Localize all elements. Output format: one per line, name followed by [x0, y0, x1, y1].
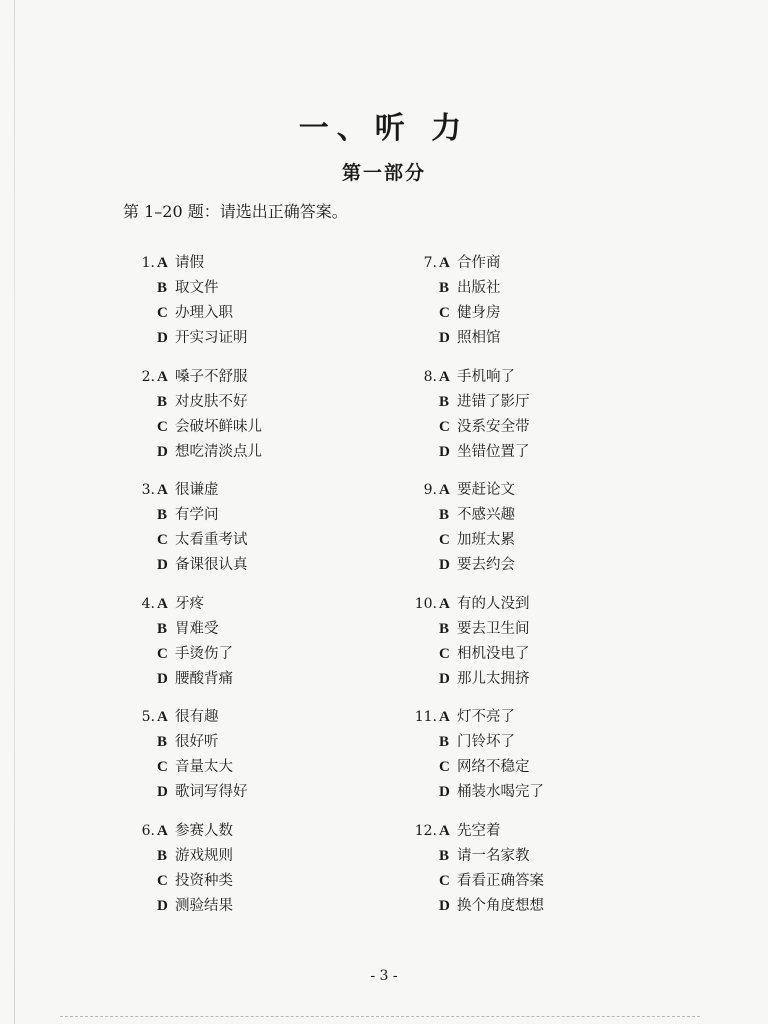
answer-option: [410, 592, 530, 617]
answer-option: [128, 705, 219, 730]
option-text: 想吃清淡点儿: [175, 443, 262, 460]
option-text: 门铃坏了: [457, 734, 515, 750]
question-number: 11.: [414, 709, 437, 725]
question-item: [410, 251, 710, 365]
answer-option: [128, 365, 248, 390]
option-text: 开实习证明: [175, 330, 248, 346]
answer-option: [128, 503, 219, 528]
option-letter: D: [439, 670, 450, 687]
option-text: 换个角度想想: [457, 897, 544, 914]
left-question-column: [128, 251, 428, 932]
answer-option: [128, 869, 233, 894]
scan-edge-line: [14, 0, 15, 1024]
answer-option: [128, 819, 233, 844]
page-number: - 3 -: [370, 968, 398, 984]
question-item: [410, 819, 710, 933]
scan-bottom-line: [60, 1016, 700, 1018]
option-letter: C: [439, 645, 450, 662]
question-number: 6.: [141, 822, 155, 839]
answer-option: [410, 478, 515, 503]
option-letter: A: [157, 482, 168, 498]
option-text: 音量太大: [175, 759, 233, 775]
answer-option: [410, 869, 544, 894]
question-item: [128, 705, 428, 819]
option-text: 手烫伤了: [175, 645, 233, 662]
option-letter: D: [439, 557, 450, 573]
option-text: 没系安全带: [457, 418, 530, 435]
option-letter: B: [439, 507, 450, 523]
option-letter: B: [439, 280, 450, 296]
option-text: 请一名家教: [457, 847, 530, 864]
option-letter: C: [157, 532, 168, 548]
answer-option: [410, 819, 501, 844]
question-number: 4.: [141, 595, 155, 612]
instruction-text: 第 1–20 题：请选出正确答案。: [123, 202, 348, 221]
option-letter: A: [157, 595, 168, 612]
option-text: 备课很认真: [175, 557, 248, 573]
answer-option: [410, 705, 515, 730]
answer-option: [410, 276, 501, 301]
option-text: 手机响了: [457, 368, 515, 385]
option-text: 要去卫生间: [457, 620, 530, 637]
option-text: 灯不亮了: [457, 709, 515, 725]
option-letter: A: [157, 255, 168, 271]
answer-option: [128, 390, 248, 415]
option-letter: D: [157, 557, 168, 573]
option-letter: A: [439, 595, 450, 612]
option-text: 加班太累: [457, 532, 515, 548]
option-text: 测验结果: [175, 897, 233, 914]
question-number: 8.: [423, 368, 437, 385]
answer-option: [410, 844, 530, 869]
option-letter: A: [439, 255, 450, 271]
question-number: 12.: [414, 822, 437, 839]
answer-option: [128, 844, 233, 869]
option-letter: C: [157, 305, 168, 321]
option-text: 坐错位置了: [457, 443, 530, 460]
option-text: 歌词写得好: [175, 784, 248, 800]
option-text: 照相馆: [457, 330, 501, 346]
option-letter: D: [157, 443, 168, 460]
option-text: 不感兴趣: [457, 507, 515, 523]
answer-option: [128, 276, 219, 301]
option-letter: D: [157, 330, 168, 346]
answer-option: [410, 617, 530, 642]
option-text: 会破坏鲜味儿: [175, 418, 262, 435]
option-text: 网络不稳定: [457, 759, 530, 775]
option-letter: B: [157, 393, 168, 410]
option-letter: A: [439, 709, 450, 725]
answer-option: [410, 667, 530, 692]
question-item: [128, 592, 428, 706]
question-item: [410, 478, 710, 592]
option-text: 很有趣: [175, 709, 219, 725]
option-letter: B: [439, 847, 450, 864]
option-letter: D: [157, 897, 168, 914]
question-item: [128, 251, 428, 365]
answer-option: [128, 301, 233, 326]
answer-option: [410, 503, 515, 528]
option-text: 相机没电了: [457, 645, 530, 662]
answer-option: [128, 642, 233, 667]
answer-option: [128, 440, 262, 465]
answer-option: [128, 251, 204, 276]
question-item: [128, 478, 428, 592]
option-text: 胃难受: [175, 620, 219, 637]
option-letter: A: [157, 822, 168, 839]
answer-option: [128, 592, 204, 617]
option-letter: A: [157, 709, 168, 725]
option-text: 合作商: [457, 255, 501, 271]
option-letter: D: [439, 897, 450, 914]
option-letter: D: [439, 784, 450, 800]
answer-option: [128, 617, 219, 642]
option-text: 桶装水喝完了: [457, 784, 544, 800]
answer-option: [410, 415, 530, 440]
option-text: 太看重考试: [175, 532, 248, 548]
option-letter: B: [439, 620, 450, 637]
right-question-column: [410, 251, 710, 932]
option-letter: B: [157, 507, 168, 523]
answer-option: [410, 780, 544, 805]
question-item: [410, 705, 710, 819]
answer-option: [410, 755, 530, 780]
question-number: 2.: [141, 368, 155, 385]
question-item: [410, 365, 710, 479]
option-letter: A: [157, 368, 168, 385]
question-item: [410, 592, 710, 706]
option-letter: D: [439, 330, 450, 346]
answer-option: [410, 326, 501, 351]
question-number: 7.: [423, 255, 437, 271]
option-text: 对皮肤不好: [175, 393, 248, 410]
answer-option: [128, 755, 233, 780]
answer-option: [128, 415, 262, 440]
option-letter: B: [439, 734, 450, 750]
question-number: 9.: [423, 482, 437, 498]
option-text: 有学问: [175, 507, 219, 523]
answer-option: [410, 730, 515, 755]
option-letter: C: [157, 872, 168, 889]
answer-option: [410, 553, 515, 578]
option-text: 参赛人数: [175, 822, 233, 839]
option-text: 游戏规则: [175, 847, 233, 864]
option-text: 请假: [175, 255, 204, 271]
answer-option: [128, 667, 233, 692]
question-number: 1.: [141, 255, 155, 271]
option-letter: C: [439, 872, 450, 889]
option-text: 很好听: [175, 734, 219, 750]
option-text: 取文件: [175, 280, 219, 296]
question-number: 5.: [141, 709, 155, 725]
option-letter: D: [157, 670, 168, 687]
option-letter: B: [157, 847, 168, 864]
option-letter: B: [157, 734, 168, 750]
question-item: [128, 819, 428, 933]
option-letter: B: [157, 620, 168, 637]
answer-option: [128, 553, 248, 578]
option-text: 那儿太拥挤: [457, 670, 530, 687]
option-text: 要赶论文: [457, 482, 515, 498]
option-letter: B: [157, 280, 168, 296]
option-text: 健身房: [457, 305, 501, 321]
option-letter: D: [439, 443, 450, 460]
option-letter: A: [439, 368, 450, 385]
question-number: 10.: [414, 595, 437, 612]
option-letter: C: [157, 418, 168, 435]
option-text: 进错了影厅: [457, 393, 530, 410]
answer-option: [128, 894, 233, 919]
option-letter: C: [439, 532, 450, 548]
option-letter: A: [439, 482, 450, 498]
option-text: 很谦虚: [175, 482, 219, 498]
answer-option: [128, 780, 248, 805]
answer-option: [410, 894, 544, 919]
question-item: [128, 365, 428, 479]
option-letter: C: [439, 759, 450, 775]
option-letter: D: [157, 784, 168, 800]
option-text: 要去约会: [457, 557, 515, 573]
answer-option: [410, 642, 530, 667]
option-text: 牙疼: [175, 595, 204, 612]
option-text: 先空着: [457, 822, 501, 839]
answer-option: [410, 440, 530, 465]
answer-option: [410, 390, 530, 415]
option-letter: B: [439, 393, 450, 410]
option-letter: A: [439, 822, 450, 839]
option-text: 投资种类: [175, 872, 233, 889]
option-text: 嗓子不舒服: [175, 368, 248, 385]
answer-option: [128, 730, 219, 755]
answer-option: [410, 301, 501, 326]
option-text: 有的人没到: [457, 595, 530, 612]
option-letter: C: [157, 645, 168, 662]
answer-option: [410, 251, 501, 276]
option-letter: C: [157, 759, 168, 775]
option-text: 看看正确答案: [457, 872, 544, 889]
answer-option: [128, 478, 219, 503]
answer-option: [410, 528, 515, 553]
option-text: 办理入职: [175, 305, 233, 321]
option-text: 出版社: [457, 280, 501, 296]
question-number: 3.: [141, 482, 155, 498]
option-text: 腰酸背痛: [175, 670, 233, 687]
option-letter: C: [439, 305, 450, 321]
answer-option: [128, 528, 248, 553]
answer-option: [128, 326, 248, 351]
option-letter: C: [439, 418, 450, 435]
part-subtitle: 第一部分: [341, 162, 426, 184]
section-title: 一、听 力: [298, 111, 470, 146]
answer-option: [410, 365, 515, 390]
